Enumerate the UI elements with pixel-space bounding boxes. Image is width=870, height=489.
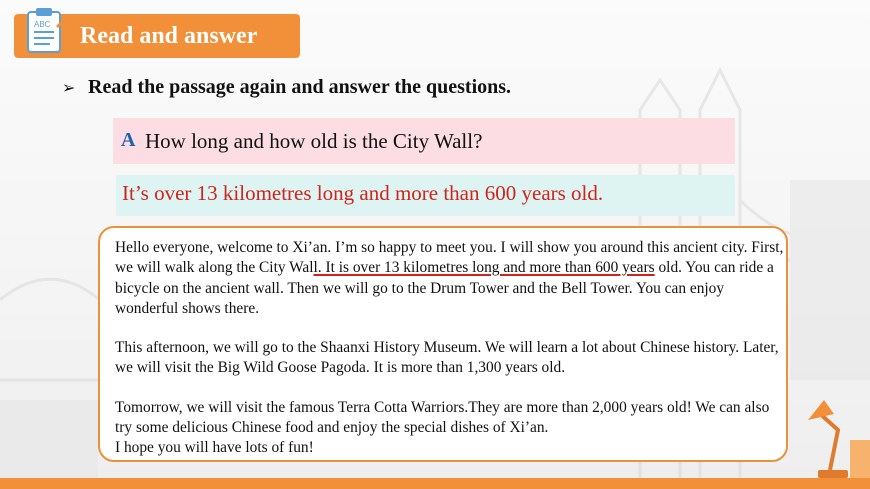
svg-text:ABC: ABC [34,20,51,29]
passage-paragraph-3: Tomorrow, we will visit the famous Terra Cotta Warriors.They are more than 2,000 years old! We can also try some delicious Chinese food and enjoy the special dishes of Xi’an. [115,399,770,437]
instruction [62,74,511,101]
question-letter: A [121,129,136,151]
question-box [113,118,735,164]
passage-text: Hello everyone, welcome to Xi’an. I’m so happy to meet you. I will show you around this ancient city. First, we will walk along the City Wal [115,239,784,277]
highlighted-answer-text: l. It is over 13 kilometres long and more than 600 years [313,259,655,277]
answer-box [116,175,735,216]
arrow-bullet-icon: ➢ [62,78,76,97]
section-title: Read and answer [80,23,258,49]
passage-box [98,226,788,462]
instruction-text: Read the passage again and answer the questions. [88,76,512,98]
bottom-bar [0,478,870,489]
passage-text: old. You can ride a bicycle on the ancient wall. Then we will go to the Drum Tower and the Bell Tower. You can enjoy wonderful shows there. [115,259,774,317]
answer-text: It’s over 13 kilometres long and more than 600 years old. [122,181,604,205]
desk-lamp-icon [800,370,870,485]
question-text: How long and how old is the City Wall? [145,129,483,153]
passage-paragraph-1 [115,238,787,319]
passage-paragraph-4: I hope you will have lots of fun! [115,439,314,456]
clipboard-abc-icon [22,6,70,56]
passage-paragraph-2: This afternoon, we will go to the Shaanxi History Museum. We will learn a lot about Chinese history. Later, we will visit the Big Wild Goose Pagoda. It is more than 1,300 years old. [115,339,779,377]
